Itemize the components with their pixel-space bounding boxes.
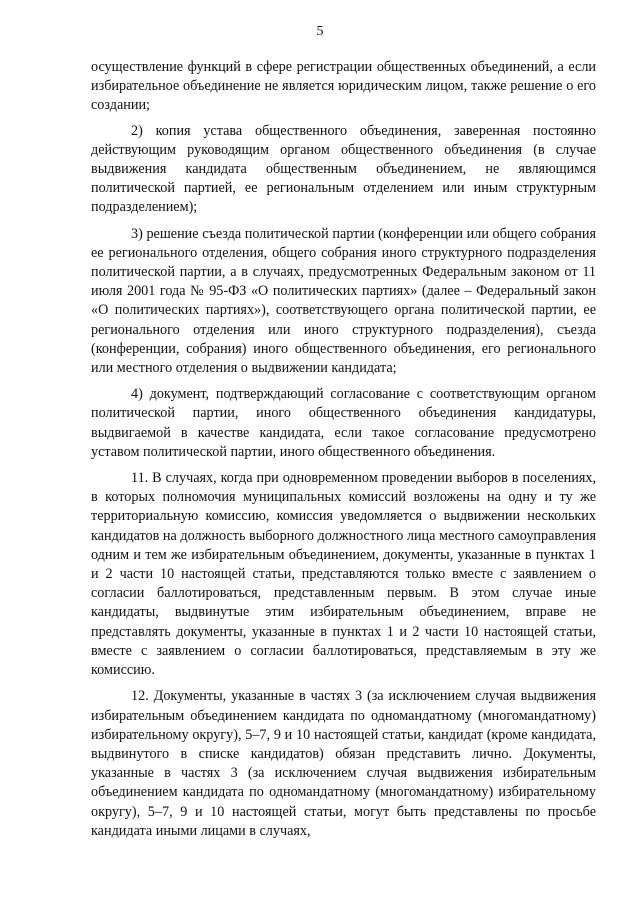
paragraph-item-2: 2) копия устава общественного объединения, заверенная постоянно действующим руководящим органом общественного объединения (в случае выдвижения кандидата общественным объединением, не являющимся политической партией, ее региональным отделением или иным структурным подразделением);: [91, 122, 596, 216]
paragraph-section-11: 11. В случаях, когда при одновременном проведении выборов в поселениях, в которых полномочия муниципальных комиссий возложены на одну и ту же территориальную комиссию, комиссия уведомляется о выдвижении нескольких кандидатов на должность выборного должностного лица местного самоуправления одним и тем же избирательным объединением, документы, указанные в пунктах 1 и 2 части 10 настоящей статьи, представляются только вместе с заявлением о согласии баллотироваться, представленным первым. В этом случае иные кандидаты, выдвинутые этим избирательным объединением, вправе не представлять документы, указанные в пунктах 1 и 2 части 10 настоящей статьи, вместе с заявлением о согласии баллотироваться, представляемым в эту же комиссию.: [91, 470, 596, 679]
paragraph-item-3: 3) решение съезда политической партии (конференции или общего собрания ее регионального отделения, общего собрания иного структурного подразделения политической партии, а в случаях, предусмотренных Федеральным законом от 11 июля 2001 года № 95-ФЗ «О политических партиях» (далее – Федеральный закон «О политических партиях»), соответствующего органа политической партии, ее регионального отделения или иного структурного подразделения), съезда (конференции, собрания) иного общественного объединения, его регионального или местного отделения о выдвижении кандидата;: [91, 225, 596, 377]
document-body: [91, 58, 596, 848]
paragraph-continuation: осуществление функций в сфере регистрации общественных объединений, а если избирательное объединение не является юридическим лицом, также решение о его создании;: [91, 59, 596, 114]
paragraph-item-4: 4) документ, подтверждающий согласование с соответствующим органом политической партии, иного общественного объединения кандидатуры, выдвигаемой в качестве кандидата, если такое согласование предусмотрено уставом политической партии, иного общественного объединения.: [91, 386, 596, 460]
page-number: 5: [316, 24, 324, 39]
paragraph-section-12: 12. Документы, указанные в частях 3 (за исключением случая выдвижения избирательным объединением кандидата по одномандатному (многомандатному) избирательному округу), 5–7, 9 и 10 настоящей статьи, кандидат (кроме кандидата, выдвинутого в списке кандидатов) обязан представить лично. Документы, указанные в частях 3 (за исключением случая выдвижения избирательным объединением кандидата по одномандатному (многомандатному) избирательному округу), 5–7, 9 и 10 настоящей статьи, могут быть представлены по просьбе кандидата иными лицами в случаях,: [91, 688, 596, 839]
